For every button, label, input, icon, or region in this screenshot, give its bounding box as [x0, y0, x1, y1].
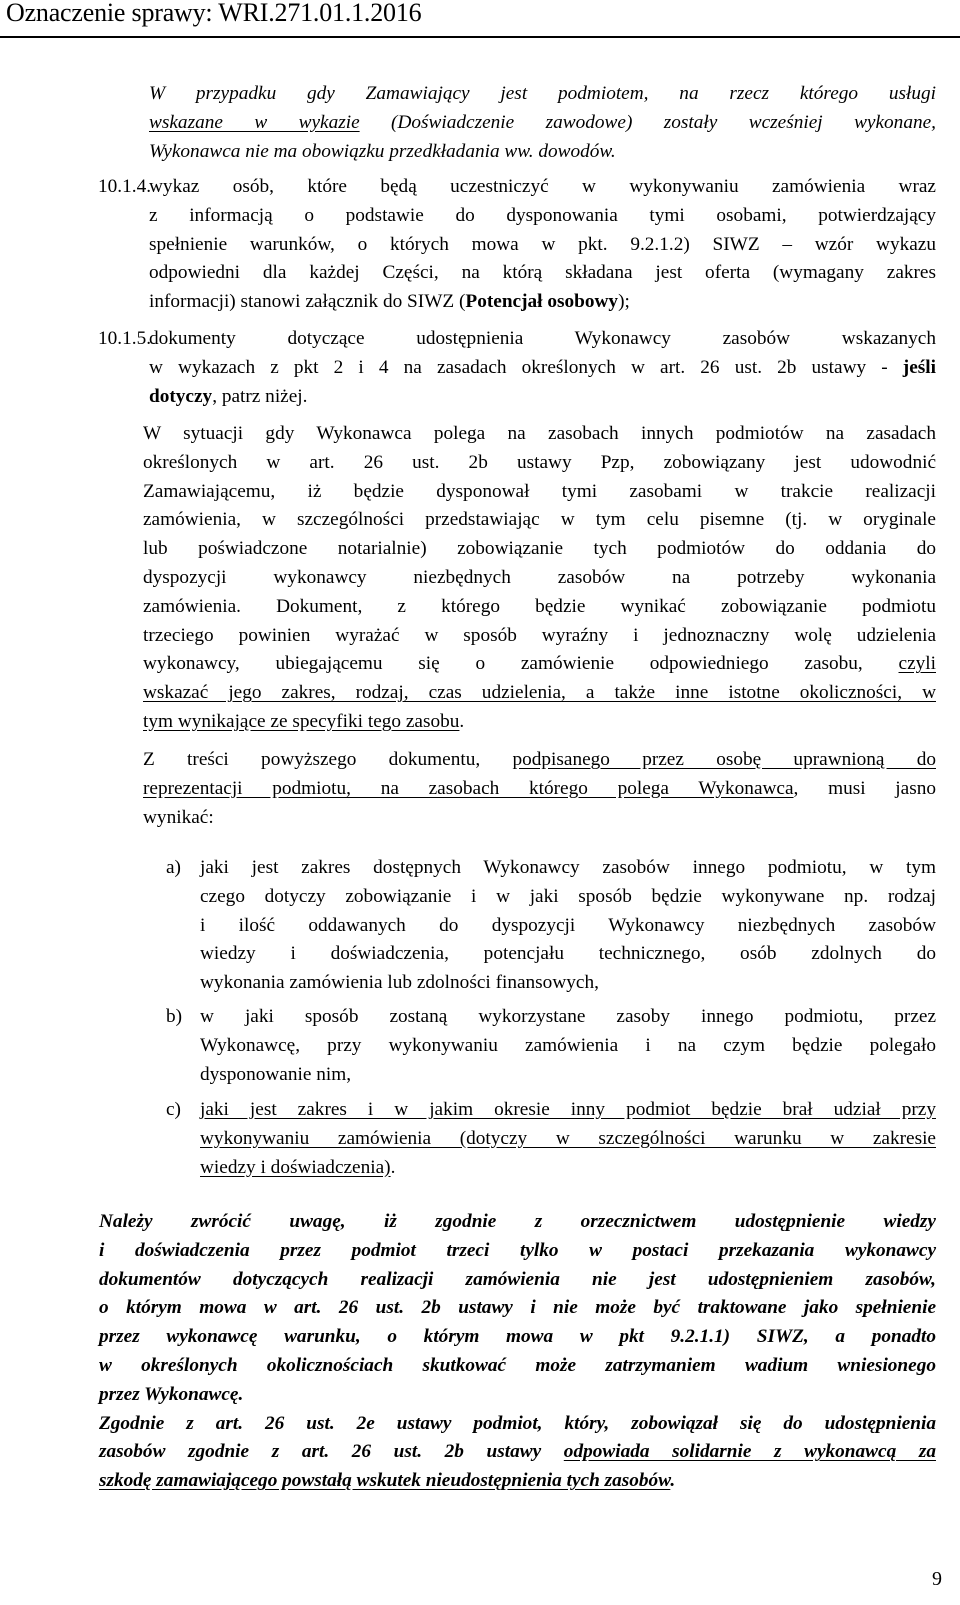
text-line — [143, 775, 936, 804]
text-line: odpowiedni dla każdej Części, na którą składana jest oferta (wymagany zakres — [149, 262, 936, 284]
text-line: przez Wykonawcę. — [99, 1383, 244, 1405]
text-span: . — [459, 710, 465, 732]
text-line: określonych w art. 26 ust. 2b ustawy Pzp, zobowiązany jest udowodnić — [143, 451, 936, 473]
list-item-b — [200, 1003, 936, 1089]
text-line-underlined: jaki jest zakres i w jakim okresie inny podmiot będzie brał udział przy — [200, 1099, 936, 1120]
underlined-phrase: odpowiada solidarnie z wykonawcą za — [563, 1441, 936, 1463]
text-line — [149, 383, 936, 412]
underlined-phrase: wskazane w wykazie — [149, 111, 360, 133]
text-line: Wykonawca nie ma obowiązku przedkładania ww. dowodów. — [149, 140, 616, 162]
text-line: trzeciego powinien wyrażać w sposób wyraźny i jednoznaczny wolę udzielenia — [143, 624, 936, 646]
underlined-phrase: wiedzy i doświadczenia) — [200, 1156, 391, 1178]
text-line: wykaz osób, które będą uczestniczyć w wykonywaniu zamówienia wraz — [149, 176, 936, 197]
text-span: (Doświadczenie zawodowe) zostały wcześniej wykonane, — [359, 111, 936, 133]
text-span: zasobów zgodnie z art. 26 ust. 2b ustawy — [99, 1441, 564, 1463]
text-line: czego dotyczy zobowiązanie i w jaki sposób będzie wykonywane np. rodzaj — [200, 885, 936, 907]
list-item-a — [200, 854, 936, 998]
text-line: zamówienia, w szczególności przedstawiając w tym celu pisemne (tj. w oryginale — [143, 509, 936, 531]
item-number-10-1-5: 10.1.5. — [98, 328, 152, 349]
underlined-phrase: podpisanego przez osobę uprawnioną do — [512, 749, 936, 770]
text-span: , musi jasno — [793, 777, 936, 799]
paragraph-document-content — [143, 746, 936, 832]
text-line: zamówienia. Dokument, z którego będzie wynikać zobowiązanie podmiotu — [143, 595, 936, 617]
text-line — [149, 109, 936, 138]
bold-phrase: Potencjał osobowy — [465, 291, 619, 313]
text-line: jaki jest zakres dostępnych Wykonawcy zasobów innego podmiotu, w tym — [200, 857, 936, 878]
text-line: Wykonawcę, przy wykonywaniu zamówienia i na czym będzie polegało — [200, 1034, 936, 1056]
text-line: i ilość oddawanych do dyspozycji Wykonawcy niezbędnych zasobów — [200, 914, 936, 936]
text-line: Należy zwrócić uwagę, iż zgodnie z orzecznictwem udostępnienie wiedzy — [99, 1211, 936, 1232]
header-divider — [0, 36, 960, 38]
text-line-underlined: wskazać jego zakres, rodzaj, czas udzielenia, a także inne istotne okoliczności, w — [143, 682, 936, 704]
text-line — [149, 354, 936, 383]
text-line: wiedzy i doświadczenia, potencjału technicznego, osób zdolnych do — [200, 943, 936, 965]
text-span: Z treści powyższego dokumentu, — [143, 749, 513, 770]
list-label-a: a) — [166, 857, 181, 878]
text-line: dysponowanie nim, — [200, 1063, 352, 1085]
text-line: lub poświadczone notarialnie) zobowiązanie tych podmiotów do oddania do — [143, 538, 936, 560]
text-line: i doświadczenia przez podmiot trzeci tylko w postaci przekazania wykonawcy — [99, 1239, 936, 1261]
text-line: przez wykonawcę warunku, o którym mowa w pkt 9.2.1.1) SIWZ, a ponadto — [99, 1326, 936, 1348]
text-line: w jaki sposób zostaną wykorzystane zasoby innego podmiotu, przez — [200, 1006, 936, 1027]
text-line — [149, 288, 936, 317]
item-10-1-4-text — [149, 173, 936, 317]
text-span: ); — [618, 291, 630, 313]
text-line — [200, 1154, 936, 1183]
text-line: W sytuacji gdy Wykonawca polega na zasobach innych podmiotów na zasadach — [143, 423, 936, 444]
underlined-phrase: reprezentacji podmiotu, na zasobach którego polega Wykonawca — [143, 777, 794, 799]
paragraph-resource-reliance — [143, 420, 936, 737]
underlined-phrase: tym wynikające ze specyfiki tego zasobu — [143, 710, 460, 732]
text-line: dokumentów dotyczących realizacji zamówienia nie jest udostępnieniem zasobów, — [99, 1268, 936, 1290]
text-line — [99, 1467, 936, 1496]
text-line — [143, 708, 936, 737]
underlined-phrase: szkodę zamawiającego powstałą wskutek nieudostępnienia tych zasobów — [99, 1470, 671, 1492]
text-line: Zamawiającemu, iż będzie dysponował tymi zasobami w trakcie realizacji — [143, 480, 936, 502]
text-line: wynikać: — [143, 806, 214, 828]
text-line: wykonania zamówienia lub zdolności finansowych, — [200, 972, 599, 994]
text-line — [143, 650, 936, 679]
text-span: , patrz niżej. — [212, 385, 308, 407]
text-line: o którym mowa w art. 26 ust. 2b ustawy i nie może być traktowane jako spełnienie — [99, 1297, 936, 1319]
text-span: informacji) stanowi załącznik do SIWZ ( — [149, 291, 466, 313]
text-line — [99, 1438, 936, 1467]
text-line-underlined: wykonywaniu zamówienia (dotyczy w szczególności warunku w zakresie — [200, 1127, 936, 1149]
paragraph-case-law-note — [99, 1208, 936, 1496]
item-10-1-5-text — [149, 325, 936, 411]
text-line: z informacją o podstawie do dysponowania tymi osobami, potwierdzający — [149, 204, 936, 226]
text-line: spełnienie warunków, o których mowa w pkt. 9.2.1.2) SIWZ – wzór wykazu — [149, 233, 936, 255]
underlined-phrase: czyli — [898, 653, 936, 675]
text-line: W przypadku gdy Zamawiający jest podmiotem, na rzecz którego usługi — [149, 83, 936, 104]
paragraph-prior-services — [149, 80, 936, 166]
text-span: wykonawcy, ubiegającemu się o zamówienie odpowiedniego zasobu, — [143, 653, 899, 675]
item-number-10-1-4: 10.1.4. — [98, 176, 152, 197]
list-item-c — [200, 1096, 936, 1182]
text-line: w określonych okolicznościach skutkować może zatrzymaniem wadium wniesionego — [99, 1354, 936, 1376]
text-span: . — [670, 1470, 676, 1492]
text-line: dyspozycji wykonawcy niezbędnych zasobów na potrzeby wykonania — [143, 566, 936, 588]
text-span: . — [390, 1156, 396, 1178]
case-reference-header: Oznaczenie sprawy: WRI.271.01.1.2016 — [6, 0, 422, 27]
list-label-c: c) — [166, 1099, 181, 1120]
bold-phrase: jeśli — [902, 356, 936, 378]
bold-phrase: dotyczy — [149, 385, 213, 407]
text-line — [143, 746, 936, 775]
text-line: dokumenty dotyczące udostępnienia Wykonawcy zasobów wskazanych — [149, 328, 936, 349]
text-span: w wykazach z pkt 2 i 4 na zasadach określonych w art. 26 ust. 2b ustawy - — [149, 356, 903, 378]
text-line: Zgodnie z art. 26 ust. 2e ustawy podmiot, który, zobowiązał się do udostępnienia — [99, 1412, 936, 1434]
list-label-b: b) — [166, 1006, 183, 1027]
page-number: 9 — [932, 1568, 942, 1590]
